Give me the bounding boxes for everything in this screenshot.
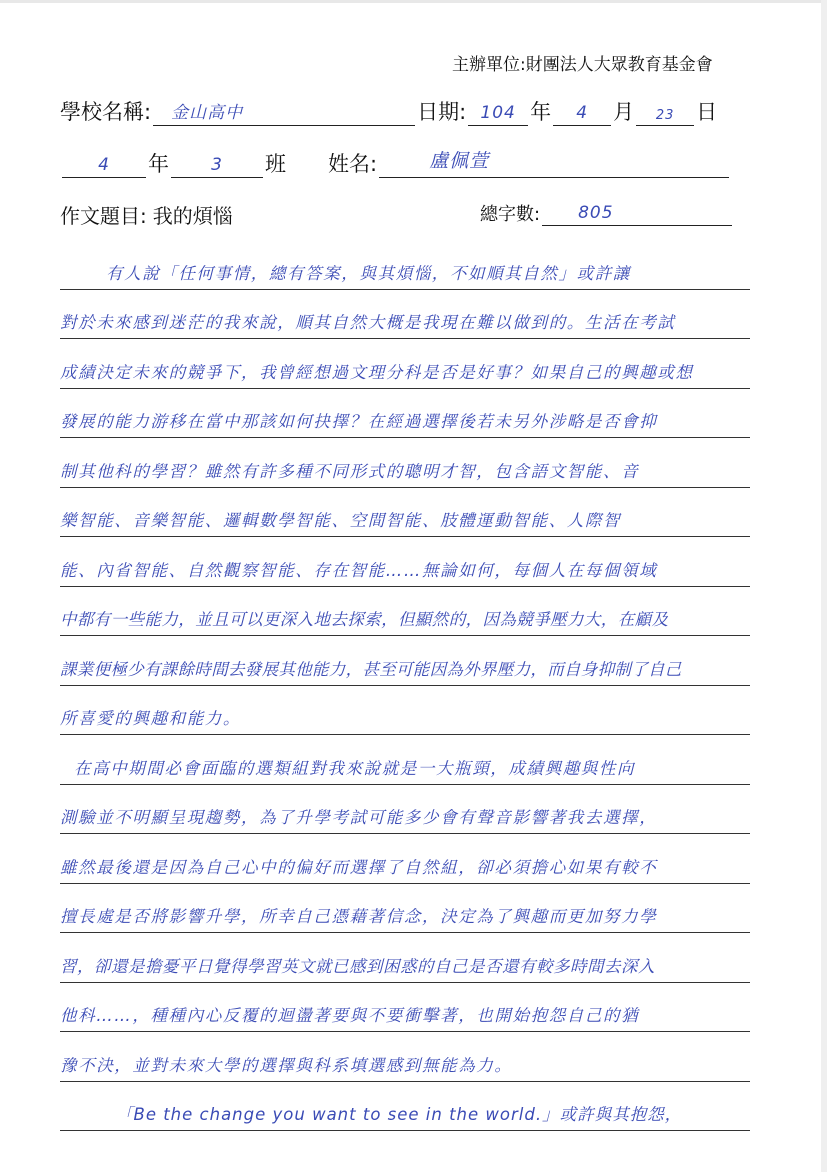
organizer-label: 主辦單位:財團法人大眾教育基金會 [452, 55, 713, 75]
page-edge-top [0, 0, 827, 3]
essay-line-text: 中都有一些能力，並且可以更深入地去探索，但顯然的，因為競爭壓力大，在顧及 [60, 610, 669, 629]
essay-line [60, 587, 750, 637]
word-count-value: 805 [578, 203, 614, 223]
date-day-field[interactable] [636, 101, 694, 126]
essay-line-text: 擅長處是否將影響升學，所幸自己憑藉著信念，決定為了興趣而更加努力學 [60, 907, 658, 926]
word-count-row [480, 200, 734, 226]
essay-line [60, 735, 750, 785]
name-value: 盧佩萱 [429, 150, 490, 172]
header-row-class-name [60, 148, 731, 178]
name-field[interactable] [379, 150, 729, 178]
essay-line-text: 發展的能力游移在當中那該如何抉擇？在經過選擇後若未另外涉略是否會抑 [60, 412, 658, 431]
essay-line-text: 對於未來感到迷茫的我來說，順其自然大概是我現在難以做到的。生活在考試 [60, 313, 676, 332]
essay-line-text: 能、內省智能、自然觀察智能、存在智能……無論如何，每個人在每個領域 [60, 560, 658, 580]
essay-line [60, 240, 750, 290]
topic-value: 我的煩惱 [152, 204, 233, 228]
essay-line [60, 438, 750, 488]
essay-line-text: 樂智能、音樂智能、邏輯數學智能、空間智能、肢體運動智能、人際智 [60, 511, 622, 530]
essay-line-text: 成績決定未來的競爭下，我曾經想過文理分科是否是好事？如果自己的興趣或想 [60, 362, 694, 382]
date-month-field[interactable] [553, 101, 611, 126]
class-value: 3 [211, 155, 223, 175]
essay-line-text: 有人說「任何事情，總有答案，與其煩惱，不如順其自然」或許讓 [106, 263, 631, 283]
essay-line-text: 習，卻還是擔憂平日覺得學習英文就已感到困惑的自己是否還有較多時間去深入 [60, 956, 655, 976]
class-field[interactable] [171, 153, 263, 178]
essay-line-text: 豫不決，並對未來大學的選擇與科系填選感到無能為力。 [60, 1055, 513, 1075]
grade-field[interactable] [62, 153, 146, 178]
essay-line-text: 制其他科的學習？雖然有許多種不同形式的聰明才智，包含語文智能、音 [60, 461, 640, 481]
essay-line [60, 389, 750, 439]
essay-body [60, 240, 750, 1131]
header-row-topic [60, 200, 233, 229]
date-month-unit: 月 [613, 100, 635, 124]
school-label: 學校名稱: [60, 100, 152, 124]
class-unit: 班 [265, 152, 286, 176]
date-label: 日期: [417, 100, 467, 124]
page-edge-right [821, 0, 827, 1172]
essay-line [60, 933, 750, 983]
school-field[interactable] [153, 101, 415, 126]
header-row-school-date [60, 96, 717, 126]
grade-value: 4 [98, 155, 110, 175]
essay-line [60, 488, 750, 538]
essay-line-text: 他科……，種種內心反覆的迴盪著要與不要衝擊著，也開始抱怨自己的猶 [60, 1006, 640, 1025]
essay-line [60, 884, 750, 934]
date-year-field[interactable] [468, 101, 528, 126]
essay-line [60, 785, 750, 835]
essay-line [60, 636, 750, 686]
date-year-value: 104 [480, 103, 516, 123]
essay-line-text: 雖然最後還是因為自己心中的偏好而選擇了自然組，卻必須擔心如果有較不 [60, 857, 658, 877]
essay-line [60, 1032, 750, 1082]
school-value: 金山高中 [171, 103, 244, 123]
name-label: 姓名: [328, 152, 378, 176]
word-count-label: 總字數: [480, 204, 541, 225]
word-count-field[interactable] [542, 201, 732, 226]
essay-line [60, 983, 750, 1033]
essay-line [60, 290, 750, 340]
date-year-unit: 年 [530, 100, 552, 124]
essay-line [60, 339, 750, 389]
essay-line [60, 1082, 750, 1132]
essay-line [60, 537, 750, 587]
essay-line-text: 測驗並不明顯呈現趨勢，為了升學考試可能多少會有聲音影響著我去選擇， [60, 808, 658, 827]
essay-line-text: 課業便極少有課餘時間去發展其他能力，甚至可能因為外界壓力，而自身抑制了自己 [60, 659, 682, 679]
essay-line-text: 所喜愛的興趣和能力。 [60, 709, 241, 728]
essay-line [60, 686, 750, 736]
date-day-unit: 日 [696, 100, 718, 124]
essay-line-text: 在高中期間必會面臨的選類組對我來說就是一大瓶頸，成績興趣與性向 [74, 758, 636, 778]
date-month-value: 4 [576, 103, 589, 123]
essay-line-text: 「Be the change you want to see in the world.」或許與其抱怨， [116, 1105, 683, 1124]
grade-unit: 年 [148, 152, 169, 176]
date-day-value: 23 [655, 108, 675, 123]
topic-label: 作文題目: [60, 204, 147, 228]
essay-line [60, 834, 750, 884]
